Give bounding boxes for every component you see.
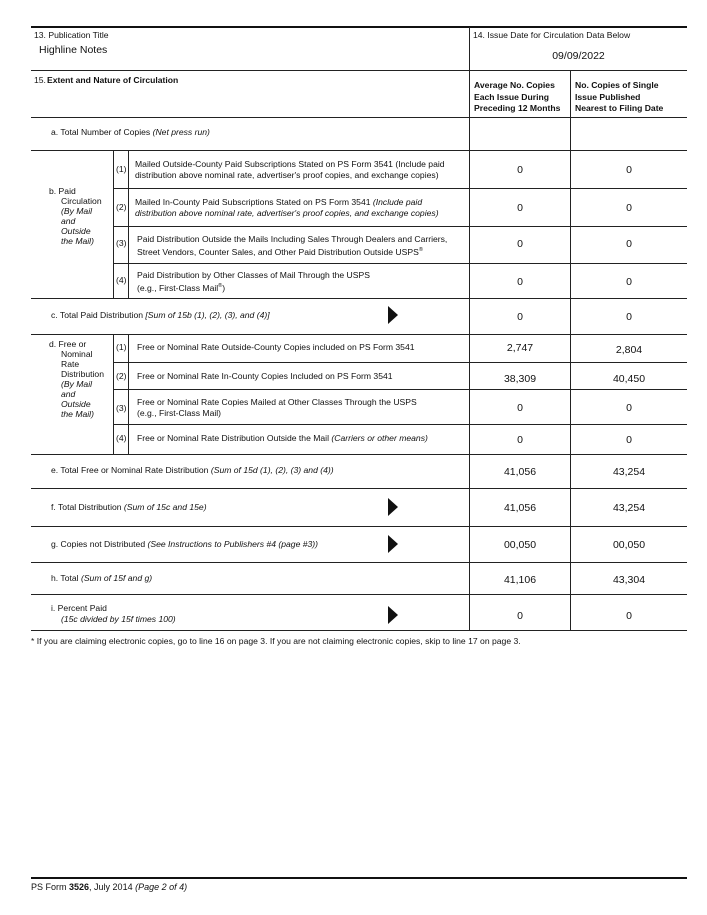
row-g-single: 00,050 — [612, 539, 646, 551]
row-e-single: 43,254 — [612, 466, 646, 478]
col-avg-header: Average No. Copies Each Issue During Preceding 12 Months — [474, 80, 561, 113]
section-15-title: Extent and Nature of Circulation — [47, 75, 179, 85]
row-line — [31, 298, 687, 299]
row-line — [31, 454, 687, 455]
row-b3-text: Paid Distribution Outside the Mails Including Sales Through Dealers and Carriers, Street Vendors, Counter Sales, and Other Paid Distribution Outside USPS® — [137, 234, 448, 257]
arrow-right-icon — [388, 498, 398, 516]
b-subcol-divider-right — [128, 150, 129, 298]
row-i-avg: 0 — [517, 610, 523, 622]
row-b2-number: (2) — [116, 202, 127, 212]
row-f-avg: 41,056 — [503, 502, 537, 514]
row-b4-number: (4) — [116, 275, 127, 285]
row-line — [113, 188, 687, 189]
row-line — [113, 226, 687, 227]
top-rule — [31, 26, 687, 28]
b-subcol-divider-left — [113, 150, 114, 298]
row-d4-number: (4) — [116, 433, 127, 443]
row-b4-text: Paid Distribution by Other Classes of Mail Through the USPS (e.g., First-Class Mail®) — [137, 270, 370, 293]
row-line — [31, 117, 687, 118]
row-e-avg: 41,056 — [503, 466, 537, 478]
section-15-number: 15. — [34, 75, 46, 85]
col-divider-right — [570, 70, 571, 630]
row-b2-avg: 0 — [517, 202, 523, 214]
row-b3-number: (3) — [116, 238, 127, 248]
row-b3-single: 0 — [626, 238, 632, 250]
row-b1-avg: 0 — [517, 164, 523, 176]
row-f-label: f. Total Distribution (Sum of 15c and 15e) — [51, 502, 207, 512]
footnote: * If you are claiming electronic copies, go to line 16 on page 3. If you are not claiming electronic copies, skip to line 17 on page 3. — [31, 636, 521, 646]
row-d-group-label: d. Free or Nominal Rate Distribution (By Mail and Outside the Mail) — [49, 339, 104, 419]
d-subcol-divider-right — [128, 334, 129, 454]
row-c-avg: 0 — [517, 311, 523, 323]
row-a-label: a. Total Number of Copies (Net press run) — [51, 127, 210, 137]
publication-title-value: Highline Notes — [39, 44, 108, 56]
row-b4-avg: 0 — [517, 276, 523, 288]
row-b-group-label: b. Paid Circulation (By Mail and Outside the Mail) — [49, 186, 102, 246]
form-footer: PS Form 3526, July 2014 (Page 2 of 4) — [31, 882, 188, 892]
row-d3-number: (3) — [116, 403, 127, 413]
issue-date-value: 09/09/2022 — [552, 50, 605, 62]
row-line — [31, 150, 687, 151]
row-d4-single: 0 — [626, 434, 632, 446]
issue-date-label: 14. Issue Date for Circulation Data Below — [473, 30, 631, 40]
col-single-header: No. Copies of Single Issue Published Nearest to Filing Date — [575, 80, 664, 113]
row-b3-avg: 0 — [517, 238, 523, 250]
row-d3-avg: 0 — [517, 402, 523, 414]
arrow-right-icon — [388, 535, 398, 553]
row-line — [113, 389, 687, 390]
row-d2-text: Free or Nominal Rate In-County Copies Included on PS Form 3541 — [137, 371, 393, 381]
row-f-single: 43,254 — [612, 502, 646, 514]
row-d4-text: Free or Nominal Rate Distribution Outside the Mail (Carriers or other means) — [137, 433, 428, 443]
row-d1-avg: 2,747 — [506, 342, 534, 354]
row-c-single: 0 — [626, 311, 632, 323]
arrow-right-icon — [388, 606, 398, 624]
row-d2-avg: 38,309 — [503, 373, 537, 385]
row-i-label: i. Percent Paid (15c divided by 15f times 100) — [51, 603, 176, 624]
row-b4-single: 0 — [626, 276, 632, 288]
row-b1-text: Mailed Outside-County Paid Subscriptions Stated on PS Form 3541 (Include paid distribution above nominal rate, advertiser's proof copies, and exchange copies) — [135, 159, 445, 180]
row-h-label: h. Total (Sum of 15f and g) — [51, 573, 153, 583]
row-line — [31, 526, 687, 527]
row-line — [31, 70, 687, 71]
d-subcol-divider-left — [113, 334, 114, 454]
row-d3-single: 0 — [626, 402, 632, 414]
row-b1-number: (1) — [116, 164, 127, 174]
row-h-avg: 41,106 — [503, 574, 537, 586]
row-d4-avg: 0 — [517, 434, 523, 446]
row-g-label: g. Copies not Distributed (See Instructions to Publishers #4 (page #3)) — [51, 539, 319, 549]
row-g-avg: 00,050 — [503, 539, 537, 551]
row-d1-single: 2,804 — [615, 344, 643, 356]
row-e-label: e. Total Free or Nominal Rate Distribution (Sum of 15d (1), (2), (3) and (4)) — [51, 465, 334, 475]
row-b1-single: 0 — [626, 164, 632, 176]
row-line — [31, 488, 687, 489]
row-b2-single: 0 — [626, 202, 632, 214]
bottom-rule — [31, 877, 687, 879]
row-d1-number: (1) — [116, 342, 127, 352]
row-d2-number: (2) — [116, 371, 127, 381]
row-b2-text: Mailed In-County Paid Subscriptions Stated on PS Form 3541 (Include paid distribution above nominal rate, advertiser's proof copies, and exchange copies) — [135, 197, 439, 218]
row-d3-text: Free or Nominal Rate Copies Mailed at Other Classes Through the USPS (e.g., First-Class Mail) — [137, 397, 417, 418]
row-line — [113, 362, 687, 363]
row-line — [31, 334, 687, 335]
arrow-right-icon — [388, 306, 398, 324]
row-d2-single: 40,450 — [612, 373, 646, 385]
row-d1-text: Free or Nominal Rate Outside-County Copies included on PS Form 3541 — [137, 342, 415, 352]
publication-title-label: 13. Publication Title — [34, 30, 109, 40]
row-line — [113, 424, 687, 425]
row-c-label: c. Total Paid Distribution [Sum of 15b (1), (2), (3), and (4)] — [51, 310, 270, 320]
row-line — [113, 263, 687, 264]
row-i-single: 0 — [626, 610, 632, 622]
row-line — [31, 562, 687, 563]
row-h-single: 43,304 — [612, 574, 646, 586]
row-line — [31, 630, 687, 631]
row-line — [31, 594, 687, 595]
